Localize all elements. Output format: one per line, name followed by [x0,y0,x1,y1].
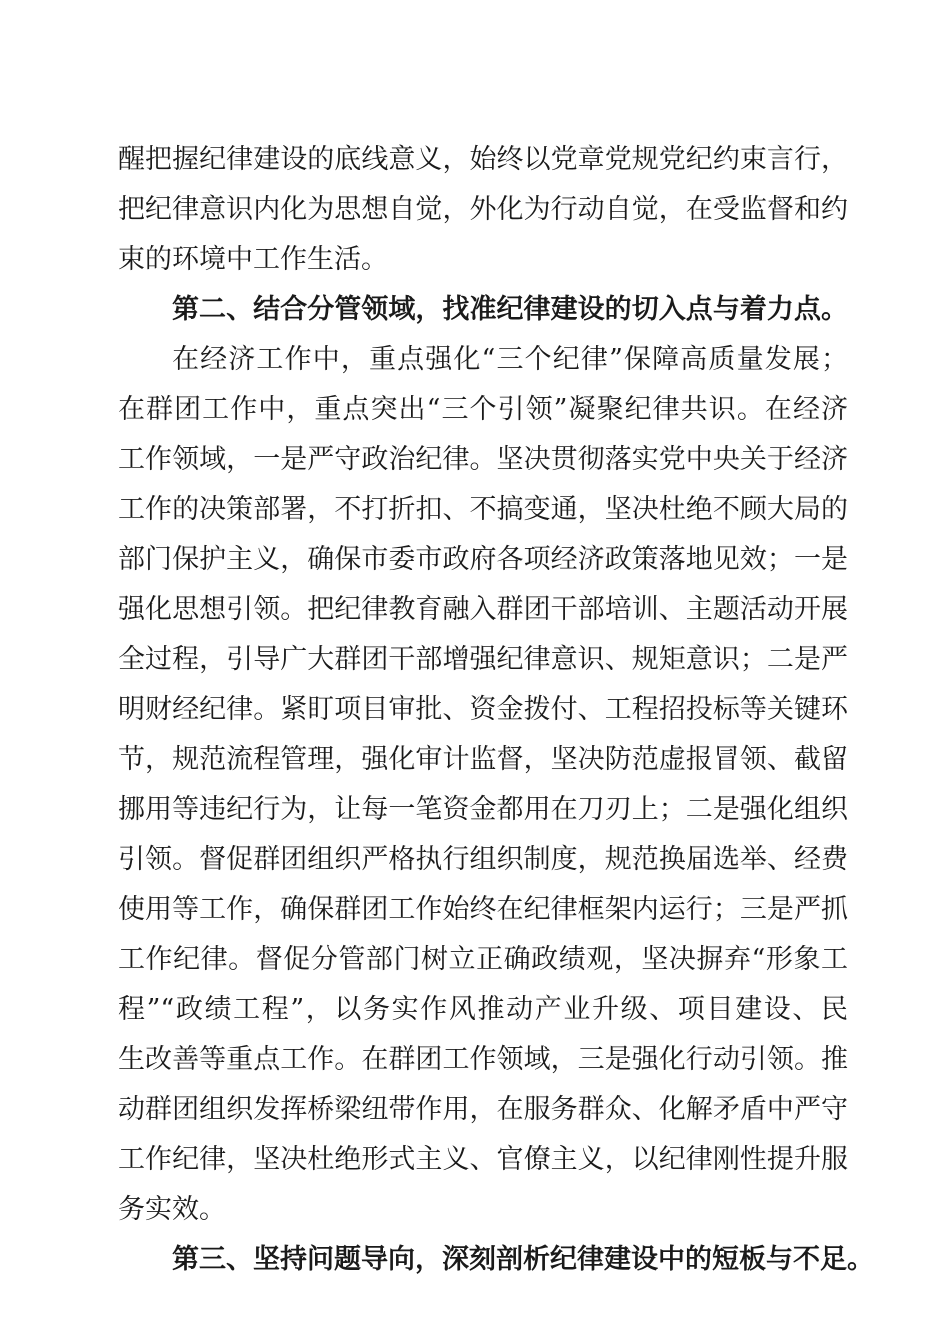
section-2-line-11: 引领。督促群团组织严格执行组织制度，规范换届选举、经费 [118,844,848,875]
section-2-line-7: 全过程，引导广大群团干部增强纪律意识、规矩意识；二是严 [118,644,848,675]
intro-line-3: 束的环境中工作生活。 [118,244,388,275]
section-2-line-2: 在群团工作中，重点突出“三个引领”凝聚纪律共识。在经济 [118,394,848,425]
intro-line-2: 把纪律意识内化为思想自觉，外化为行动自觉，在受监督和约 [118,194,848,225]
section-2-line-6: 强化思想引领。把纪律教育融入群团干部培训、主题活动开展 [118,594,848,625]
section-2-line-16: 动群团组织发挥桥梁纽带作用，在服务群众、化解矛盾中严守 [118,1094,848,1125]
section-2-line-17: 工作纪律，坚决杜绝形式主义、官僚主义，以纪律刚性提升服 [118,1144,848,1175]
section-2-line-9: 节，规范流程管理，强化审计监督，坚决防范虚报冒领、截留 [118,744,848,775]
section-2-heading: 第二、结合分管领域，找准纪律建设的切入点与着力点。 [172,294,848,325]
section-2-line-13: 工作纪律。督促分管部门树立正确政绩观，坚决摒弃“形象工 [118,944,848,975]
section-2-line-10: 挪用等违纪行为，让每一笔资金都用在刀刃上；二是强化组织 [118,794,848,825]
intro-line-1: 醒把握纪律建设的底线意义，始终以党章党规党纪约束言行， [118,144,848,175]
section-2-line-14: 程”“政绩工程”，以务实作风推动产业升级、项目建设、民 [118,994,848,1025]
section-2-line-18: 务实效。 [118,1194,226,1225]
section-3-heading: 第三、坚持问题导向，深刻剖析纪律建设中的短板与不足。 [172,1244,874,1275]
section-2-line-3: 工作领域，一是严守政治纪律。坚决贯彻落实党中央关于经济 [118,444,848,475]
section-2-line-15: 生改善等重点工作。在群团工作领域，三是强化行动引领。推 [118,1044,848,1075]
section-2-line-4: 工作的决策部署，不打折扣、不搞变通，坚决杜绝不顾大局的 [118,494,848,525]
section-2-line-1: 在经济工作中，重点强化“三个纪律”保障高质量发展； [172,344,848,375]
section-2-line-8: 明财经纪律。紧盯项目审批、资金拨付、工程招投标等关键环 [118,694,848,725]
section-2-line-12: 使用等工作，确保群团工作始终在纪律框架内运行；三是严抓 [118,894,848,925]
section-2-line-5: 部门保护主义，确保市委市政府各项经济政策落地见效；一是 [118,544,848,575]
